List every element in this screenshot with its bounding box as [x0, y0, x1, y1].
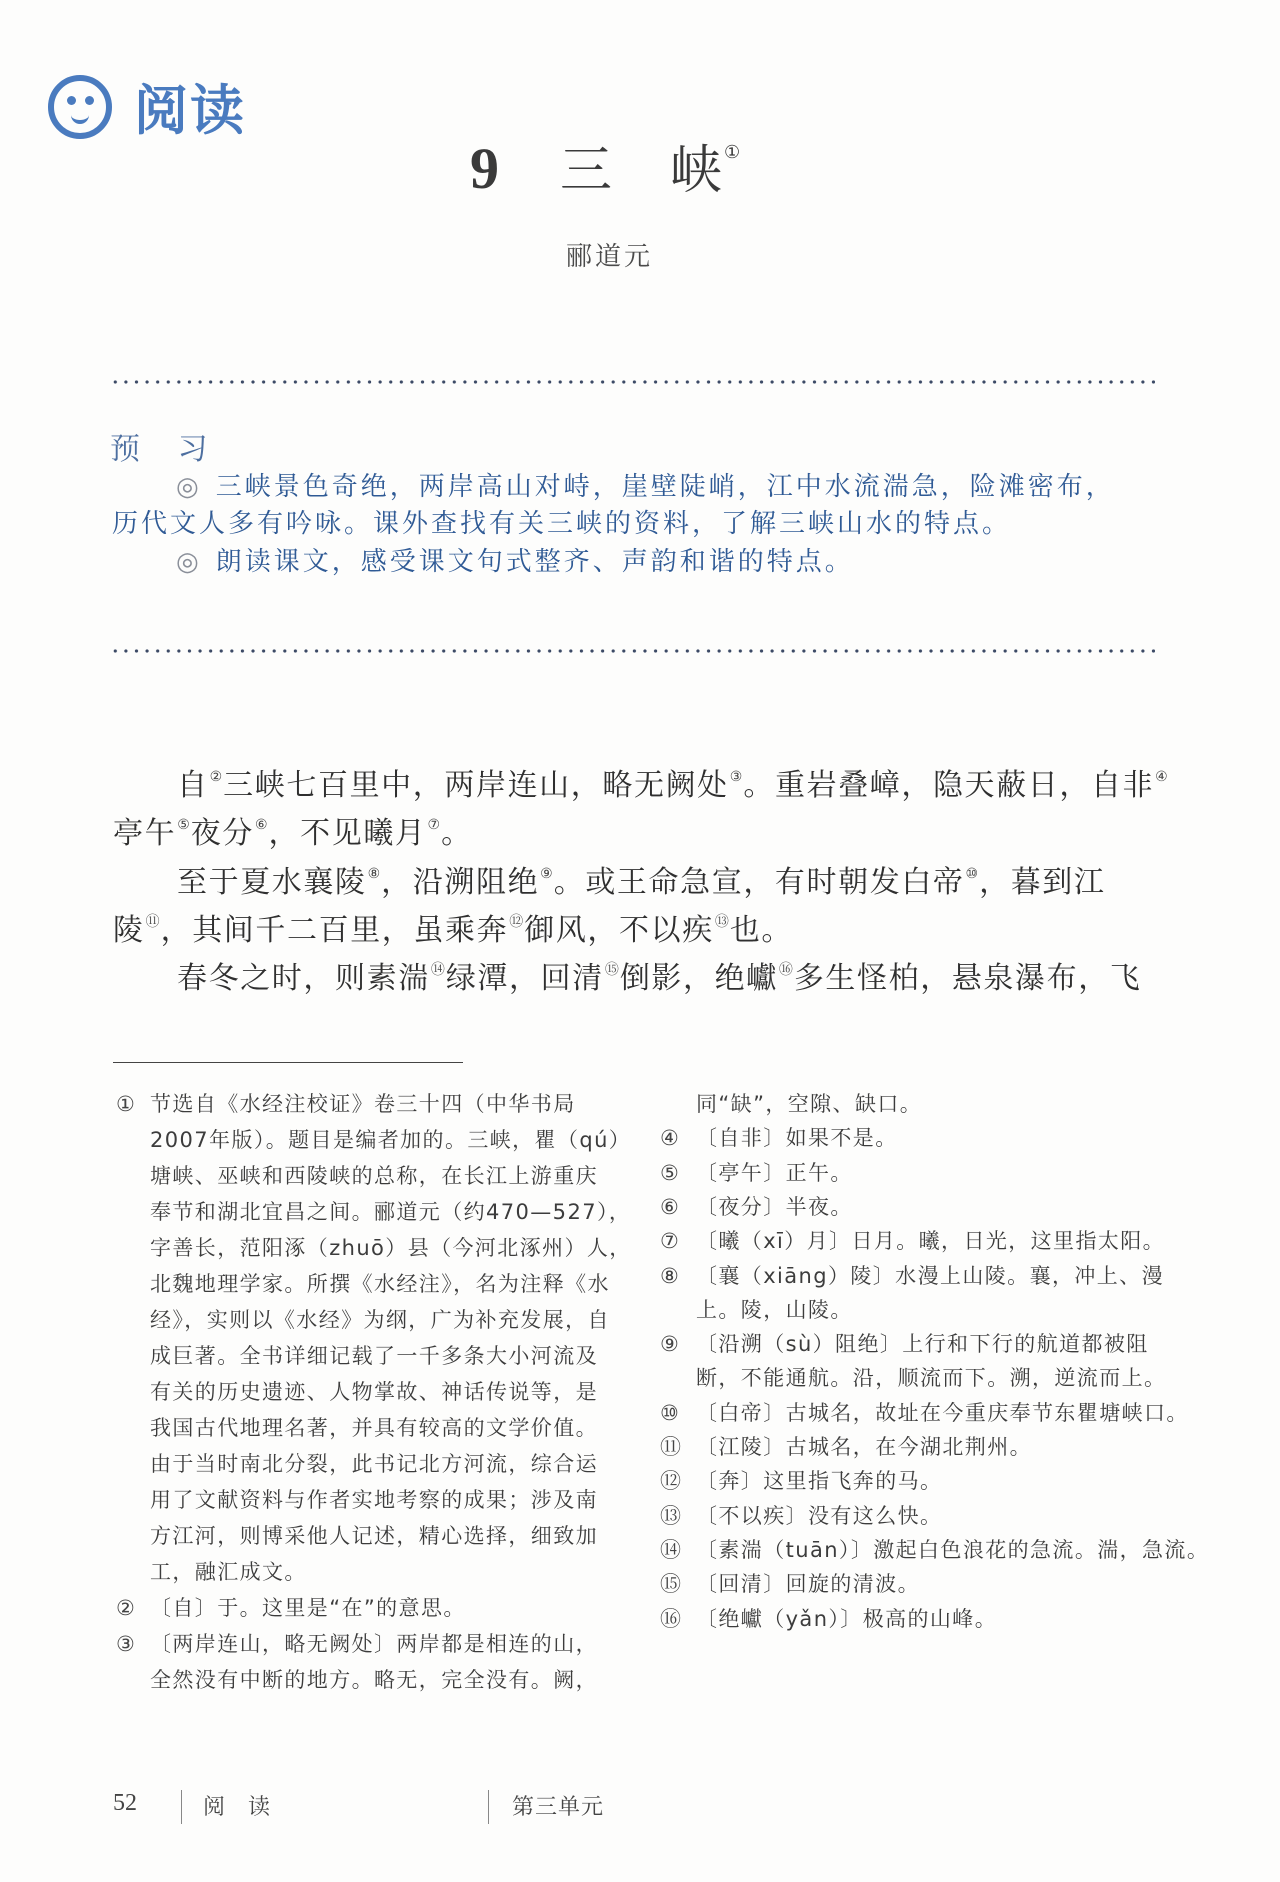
body-line — [177, 857, 1106, 901]
footnote-ref[interactable]: ⑫ — [509, 914, 524, 930]
footnote-text: 〔白帝〕古城名，故址在今重庆奉节东瞿塘峡口。 — [696, 1400, 1189, 1425]
lesson-title — [470, 128, 740, 203]
section-title: 阅读 — [134, 78, 246, 142]
footnote-number: ⑨ — [660, 1332, 679, 1357]
footnote-continuation — [150, 1556, 307, 1586]
footnote-continuation — [150, 1232, 632, 1262]
footnote-ref[interactable]: ⑧ — [367, 866, 381, 882]
page-number: 52 — [113, 1790, 137, 1816]
footnote-number: ⑬ — [660, 1503, 681, 1528]
footnote-text: 2007年版）。题目是编者加的。三峡，瞿（qú） — [150, 1128, 632, 1152]
footnote-item — [660, 1465, 942, 1495]
footnote-text: 工，融汇成文。 — [150, 1560, 307, 1584]
footnote-ref[interactable]: ⑦ — [427, 817, 441, 833]
body-text-segment: 御风，不以疾 — [524, 913, 714, 948]
body-line — [177, 953, 1141, 997]
footnote-item — [660, 1534, 1209, 1564]
body-text-segment: ，不见曦月 — [268, 816, 427, 851]
footnote-item — [660, 1225, 1165, 1255]
body-text-segment: 多生怪柏，悬泉瀑布，飞 — [793, 961, 1142, 996]
footnote-text: 〔回清〕回旋的清波。 — [696, 1572, 920, 1597]
footnote-item — [660, 1500, 942, 1530]
footnote-ref[interactable]: ④ — [1155, 769, 1168, 785]
footnote-ref[interactable]: ⑪ — [145, 914, 160, 930]
dotted-divider-top — [110, 380, 1155, 384]
body-line — [177, 760, 1169, 804]
footnote-item — [660, 1568, 920, 1598]
footnote-ref[interactable]: ⑤ — [177, 817, 190, 833]
footnote-text: 〔襄（xiāng）陵〕水漫上山陵。襄，冲上、漫 — [696, 1263, 1164, 1288]
preview-heading: 预 习 — [110, 432, 222, 467]
footnote-text: 断，不能通航。沿，顺流而下。溯，逆流而上。 — [696, 1366, 1167, 1391]
dotted-divider-bottom — [110, 649, 1155, 653]
footer-unit: 第三单元 — [512, 1795, 605, 1820]
body-text-segment: 三峡七百里中，两岸连山，略无阙处 — [223, 768, 729, 803]
footnote-number: ⑭ — [660, 1537, 681, 1562]
icon-mouth — [71, 111, 89, 124]
footnote-ref[interactable]: ③ — [729, 769, 743, 785]
footnote-continuation — [150, 1304, 610, 1334]
footnote-text: 同“缺”，空隙、缺口。 — [696, 1092, 923, 1116]
footnote-text: 字善长，范阳涿（zhuō）县（今河北涿州）人， — [150, 1236, 632, 1260]
footnote-text: 由于当时南北分裂，此书记北方河流，综合运 — [150, 1452, 598, 1476]
footnote-text: 〔绝巘（yǎn）〕极高的山峰。 — [696, 1606, 998, 1631]
footnote-continuation — [150, 1268, 610, 1298]
lesson-title-char: 三 — [560, 141, 613, 201]
preview-item — [176, 541, 854, 578]
footnote-text: 用了文献资料与作者实地考察的成果；涉及南 — [150, 1488, 598, 1512]
footnote-continuation — [150, 1376, 598, 1406]
footnote-item — [116, 1088, 576, 1118]
footnote-continuation — [150, 1520, 598, 1550]
footnote-number: ① — [116, 1092, 135, 1116]
bullet-icon: ◎ — [176, 472, 202, 502]
footnote-continuation — [150, 1124, 631, 1154]
body-text-segment: 至于夏水襄陵 — [177, 865, 367, 900]
footnote-item — [660, 1603, 997, 1633]
footnote-text: 〔夜分〕半夜。 — [696, 1194, 853, 1219]
body-line — [113, 808, 473, 852]
footnote-ref[interactable]: ⑬ — [714, 914, 729, 930]
footnote-ref[interactable]: ⑩ — [965, 866, 979, 882]
footnote-text: 〔亭午〕正午。 — [696, 1160, 853, 1185]
footer-divider — [488, 1790, 489, 1824]
body-text-segment: 。或王命急宣，有时朝发白帝 — [553, 865, 965, 900]
footnote-text: 〔江陵〕古城名，在今湖北荆州。 — [696, 1435, 1032, 1459]
footnote-number: ⑧ — [660, 1263, 679, 1288]
footnote-ref[interactable]: ⑮ — [604, 962, 619, 978]
footnote-text: 〔不以疾〕没有这么快。 — [696, 1503, 943, 1528]
footnote-number: ③ — [116, 1632, 135, 1656]
footnote-number: ⑩ — [660, 1400, 679, 1425]
footnote-item — [660, 1328, 1149, 1358]
body-text-segment: 。 — [441, 816, 473, 851]
footnote-item — [116, 1628, 598, 1658]
footnote-continuation — [696, 1362, 1166, 1392]
footnote-text: 塘峡、巫峡和西陵峡的总称，在长江上游重庆 — [150, 1164, 598, 1188]
footnote-text: 有关的历史遗迹、人物掌故、神话传说等，是 — [150, 1380, 598, 1404]
footer-section: 阅 读 — [203, 1795, 278, 1820]
body-text-segment: ，暮到江 — [979, 865, 1106, 900]
footnote-text: 〔沿溯（sù）阻绝〕上行和下行的航道都被阻 — [696, 1332, 1149, 1357]
footnote-text: 上。陵，山陵。 — [696, 1297, 853, 1322]
footnote-separator — [113, 1062, 463, 1063]
footnote-text: 经》，实则以《水经》为纲，广为补充发展，自 — [150, 1308, 610, 1332]
footnote-ref[interactable]: ① — [724, 142, 741, 163]
footnote-continuation — [696, 1088, 922, 1118]
footnote-number: ④ — [660, 1126, 679, 1151]
footnote-ref[interactable]: ② — [209, 769, 223, 785]
author-name: 郦道元 — [566, 242, 654, 272]
body-text-segment: ，沿溯阻绝 — [381, 865, 540, 900]
preview-item — [176, 466, 1115, 503]
footnote-continuation — [150, 1412, 598, 1442]
icon-eye-right — [85, 96, 94, 105]
footnote-number: ⑤ — [660, 1160, 679, 1185]
footnote-continuation — [696, 1294, 853, 1324]
body-text-segment: 也。 — [729, 913, 794, 948]
body-text-segment: 倒影，绝巘 — [619, 961, 778, 996]
footnote-text: 〔素湍（tuān）〕激起白色浪花的急流。湍，急流。 — [696, 1537, 1210, 1562]
body-text-segment: 陵 — [113, 913, 145, 948]
footnote-text: 我国古代地理名著，并具有较高的文学价值。 — [150, 1416, 598, 1440]
footnote-number: ⑦ — [660, 1229, 679, 1254]
footnote-number: ⑪ — [660, 1435, 681, 1459]
footnote-text: 节选自《水经注校证》卷三十四（中华书局 — [150, 1092, 576, 1116]
footnote-continuation — [150, 1448, 598, 1478]
lesson-number: 9 — [470, 136, 499, 201]
preview-item-continuation: 历代文人多有吟咏。课外查找有关三峡的资料，了解三峡山水的特点。 — [112, 509, 1012, 539]
footnote-item — [116, 1592, 466, 1622]
preview-item-text: 三峡景色奇绝，两岸高山对峙，崖壁陡峭，江中水流湍急，险滩密布， — [215, 472, 1115, 502]
footnote-text: 成巨著。全书详细记载了一千多条大小河流及 — [150, 1344, 598, 1368]
footnote-ref[interactable]: ⑭ — [430, 962, 445, 978]
footnote-ref[interactable]: ⑥ — [254, 817, 268, 833]
body-text-segment: 。重岩叠嶂，隐天蔽日，自非 — [743, 768, 1155, 803]
footnote-text: 〔自〕于。这里是“在”的意思。 — [150, 1596, 466, 1620]
body-text-segment: 夜分 — [190, 816, 254, 851]
footnote-item — [660, 1122, 898, 1152]
footnote-continuation — [150, 1664, 598, 1694]
footnote-text: 北魏地理学家。所撰《水经注》，名为注释《水 — [150, 1272, 610, 1296]
footnote-item — [660, 1191, 853, 1221]
footnote-text: 〔两岸连山，略无阙处〕两岸都是相连的山， — [150, 1632, 598, 1656]
footnote-ref[interactable]: ⑯ — [778, 962, 793, 978]
footnote-text: 奉节和湖北宜昌之间。郦道元（约470—527）， — [150, 1200, 632, 1224]
footnote-continuation — [150, 1484, 598, 1514]
lesson-title-char: 峡 — [670, 141, 723, 201]
footnote-text: 全然没有中断的地方。略无，完全没有。阙， — [150, 1668, 598, 1692]
footnote-number: ⑥ — [660, 1194, 679, 1219]
footnote-number: ② — [116, 1596, 135, 1620]
icon-eye-left — [67, 96, 76, 105]
footnote-item — [660, 1157, 853, 1187]
body-text-segment: 绿潭，回清 — [445, 961, 604, 996]
bullet-icon: ◎ — [176, 547, 202, 577]
footnote-item — [660, 1431, 1032, 1461]
footer-divider — [181, 1790, 182, 1824]
footnote-number: ⑯ — [660, 1606, 681, 1631]
footnote-text: 方江河，则博采他人记述，精心选择，细致加 — [150, 1524, 598, 1548]
body-text-segment: 春冬之时，则素湍 — [177, 961, 430, 996]
footnote-text: 〔曦（xī）月〕日月。曦，日光，这里指太阳。 — [696, 1229, 1166, 1254]
footnote-text: 〔自非〕如果不是。 — [696, 1126, 898, 1151]
footnote-continuation — [150, 1160, 598, 1190]
smiley-face-icon — [48, 75, 112, 139]
body-text-segment: ，其间千二百里，虽乘奔 — [160, 913, 509, 948]
preview-item-text: 朗读课文，感受课文句式整齐、声韵和谐的特点。 — [215, 547, 854, 577]
footnote-continuation — [150, 1340, 598, 1370]
body-line — [113, 905, 793, 949]
body-text-segment: 亭午 — [113, 816, 177, 851]
footnote-number: ⑫ — [660, 1469, 681, 1494]
footnote-item — [660, 1397, 1189, 1427]
body-text-segment: 自 — [177, 768, 209, 803]
footnote-continuation — [150, 1196, 631, 1226]
footnote-text: 〔奔〕这里指飞奔的马。 — [696, 1469, 943, 1494]
footnote-ref[interactable]: ⑨ — [540, 866, 553, 882]
footnote-item — [660, 1260, 1164, 1290]
footnote-number: ⑮ — [660, 1572, 681, 1597]
